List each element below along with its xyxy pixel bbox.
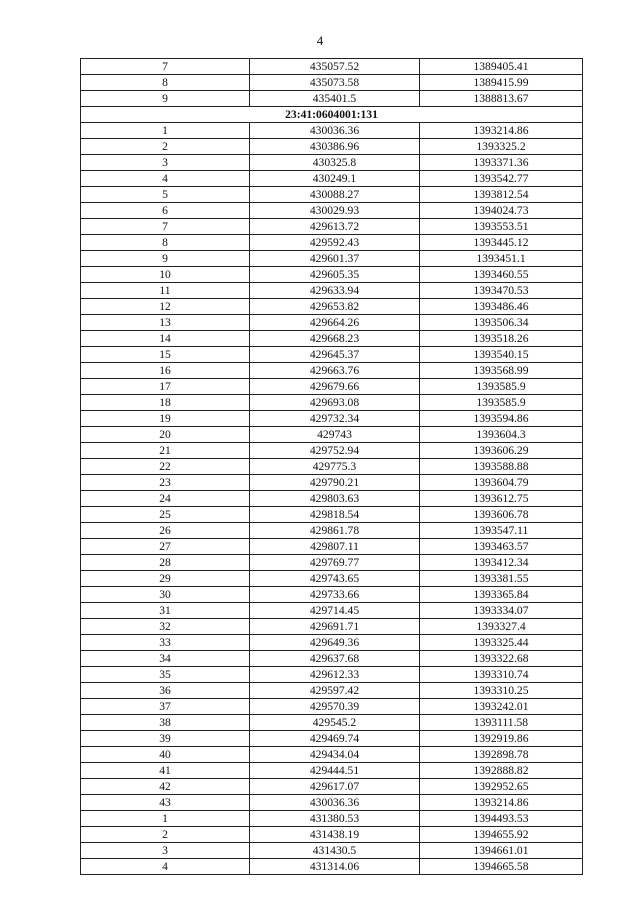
table-row xyxy=(81,827,583,843)
point-number: 13 xyxy=(81,315,250,331)
point-number: 1 xyxy=(81,123,250,139)
x-coordinate: 429434.04 xyxy=(250,747,420,763)
y-coordinate: 1392952.65 xyxy=(420,779,583,795)
table-row xyxy=(81,603,583,619)
y-coordinate: 1393585.9 xyxy=(420,379,583,395)
y-coordinate: 1393486.46 xyxy=(420,299,583,315)
point-number: 28 xyxy=(81,555,250,571)
x-coordinate: 429645.37 xyxy=(250,347,420,363)
point-number: 21 xyxy=(81,443,250,459)
table-row xyxy=(81,155,583,171)
y-coordinate: 1392898.78 xyxy=(420,747,583,763)
table-row xyxy=(81,91,583,107)
y-coordinate: 1394655.92 xyxy=(420,827,583,843)
y-coordinate: 1393470.53 xyxy=(420,283,583,299)
table-row xyxy=(81,75,583,91)
x-coordinate: 429605.35 xyxy=(250,267,420,283)
x-coordinate: 429668.23 xyxy=(250,331,420,347)
y-coordinate: 1392919.86 xyxy=(420,731,583,747)
y-coordinate: 1389405.41 xyxy=(420,59,583,75)
x-coordinate: 429649.36 xyxy=(250,635,420,651)
y-coordinate: 1393214.86 xyxy=(420,795,583,811)
x-coordinate: 429693.08 xyxy=(250,395,420,411)
point-number: 10 xyxy=(81,267,250,283)
x-coordinate: 429861.78 xyxy=(250,523,420,539)
table-row xyxy=(81,235,583,251)
x-coordinate: 429818.54 xyxy=(250,507,420,523)
x-coordinate: 430036.36 xyxy=(250,123,420,139)
table-row xyxy=(81,571,583,587)
y-coordinate: 1393506.34 xyxy=(420,315,583,331)
table-row xyxy=(81,619,583,635)
point-number: 25 xyxy=(81,507,250,523)
x-coordinate: 431438.19 xyxy=(250,827,420,843)
point-number: 5 xyxy=(81,187,250,203)
y-coordinate: 1393463.57 xyxy=(420,539,583,555)
table-row xyxy=(81,651,583,667)
x-coordinate: 429545.2 xyxy=(250,715,420,731)
point-number: 36 xyxy=(81,683,250,699)
x-coordinate: 429597.42 xyxy=(250,683,420,699)
y-coordinate: 1393327.4 xyxy=(420,619,583,635)
coordinates-table xyxy=(80,58,583,875)
table-row xyxy=(81,507,583,523)
y-coordinate: 1393594.86 xyxy=(420,411,583,427)
point-number: 14 xyxy=(81,331,250,347)
table-row xyxy=(81,715,583,731)
x-coordinate: 429664.26 xyxy=(250,315,420,331)
point-number: 43 xyxy=(81,795,250,811)
table-row xyxy=(81,587,583,603)
point-number: 22 xyxy=(81,459,250,475)
x-coordinate: 429714.45 xyxy=(250,603,420,619)
y-coordinate: 1394024.73 xyxy=(420,203,583,219)
table-row xyxy=(81,59,583,75)
y-coordinate: 1393542.77 xyxy=(420,171,583,187)
y-coordinate: 1393365.84 xyxy=(420,587,583,603)
table-row xyxy=(81,795,583,811)
x-coordinate: 429733.66 xyxy=(250,587,420,603)
table-row xyxy=(81,859,583,875)
y-coordinate: 1393242.01 xyxy=(420,699,583,715)
table-row xyxy=(81,331,583,347)
x-coordinate: 430325.8 xyxy=(250,155,420,171)
table-row xyxy=(81,123,583,139)
table-row xyxy=(81,443,583,459)
point-number: 20 xyxy=(81,427,250,443)
table-row xyxy=(81,299,583,315)
point-number: 42 xyxy=(81,779,250,795)
point-number: 17 xyxy=(81,379,250,395)
y-coordinate: 1393381.55 xyxy=(420,571,583,587)
x-coordinate: 435073.58 xyxy=(250,75,420,91)
x-coordinate: 429775.3 xyxy=(250,459,420,475)
x-coordinate: 430088.27 xyxy=(250,187,420,203)
table-row xyxy=(81,363,583,379)
y-coordinate: 1393547.11 xyxy=(420,523,583,539)
x-coordinate: 429691.71 xyxy=(250,619,420,635)
y-coordinate: 1393445.12 xyxy=(420,235,583,251)
table-row xyxy=(81,283,583,299)
y-coordinate: 1394665.58 xyxy=(420,859,583,875)
table-row xyxy=(81,267,583,283)
x-coordinate: 429803.63 xyxy=(250,491,420,507)
y-coordinate: 1393812.54 xyxy=(420,187,583,203)
x-coordinate: 431380.53 xyxy=(250,811,420,827)
x-coordinate: 430029.93 xyxy=(250,203,420,219)
x-coordinate: 430036.36 xyxy=(250,795,420,811)
point-number: 12 xyxy=(81,299,250,315)
table-row xyxy=(81,187,583,203)
table-row xyxy=(81,459,583,475)
x-coordinate: 430386.96 xyxy=(250,139,420,155)
table-row xyxy=(81,475,583,491)
table-row xyxy=(81,379,583,395)
point-number: 4 xyxy=(81,171,250,187)
table-row xyxy=(81,139,583,155)
y-coordinate: 1393606.29 xyxy=(420,443,583,459)
point-number: 2 xyxy=(81,139,250,155)
point-number: 15 xyxy=(81,347,250,363)
table-row xyxy=(81,683,583,699)
table-row xyxy=(81,523,583,539)
y-coordinate: 1393334.07 xyxy=(420,603,583,619)
point-number: 8 xyxy=(81,235,250,251)
y-coordinate: 1393310.25 xyxy=(420,683,583,699)
table-row xyxy=(81,491,583,507)
table-row xyxy=(81,395,583,411)
x-coordinate: 431430.5 xyxy=(250,843,420,859)
point-number: 41 xyxy=(81,763,250,779)
y-coordinate: 1394493.53 xyxy=(420,811,583,827)
table-row xyxy=(81,203,583,219)
table-row xyxy=(81,347,583,363)
y-coordinate: 1393325.2 xyxy=(420,139,583,155)
point-number: 6 xyxy=(81,203,250,219)
table-row xyxy=(81,171,583,187)
x-coordinate: 431314.06 xyxy=(250,859,420,875)
y-coordinate: 1393588.88 xyxy=(420,459,583,475)
point-number: 7 xyxy=(81,59,250,75)
y-coordinate: 1389415.99 xyxy=(420,75,583,91)
point-number: 30 xyxy=(81,587,250,603)
table-row xyxy=(81,539,583,555)
y-coordinate: 1393553.51 xyxy=(420,219,583,235)
y-coordinate: 1393111.58 xyxy=(420,715,583,731)
point-number: 9 xyxy=(81,91,250,107)
point-number: 2 xyxy=(81,827,250,843)
point-number: 18 xyxy=(81,395,250,411)
x-coordinate: 429613.72 xyxy=(250,219,420,235)
point-number: 27 xyxy=(81,539,250,555)
point-number: 26 xyxy=(81,523,250,539)
x-coordinate: 435057.52 xyxy=(250,59,420,75)
table-row xyxy=(81,667,583,683)
point-number: 3 xyxy=(81,155,250,171)
point-number: 37 xyxy=(81,699,250,715)
y-coordinate: 1393604.79 xyxy=(420,475,583,491)
point-number: 35 xyxy=(81,667,250,683)
x-coordinate: 429617.07 xyxy=(250,779,420,795)
point-number: 8 xyxy=(81,75,250,91)
point-number: 33 xyxy=(81,635,250,651)
x-coordinate: 429444.51 xyxy=(250,763,420,779)
y-coordinate: 1393568.99 xyxy=(420,363,583,379)
x-coordinate: 429633.94 xyxy=(250,283,420,299)
x-coordinate: 429601.37 xyxy=(250,251,420,267)
x-coordinate: 429752.94 xyxy=(250,443,420,459)
x-coordinate: 429807.11 xyxy=(250,539,420,555)
parcel-heading-row xyxy=(81,107,583,123)
x-coordinate: 429469.74 xyxy=(250,731,420,747)
point-number: 34 xyxy=(81,651,250,667)
y-coordinate: 1393412.34 xyxy=(420,555,583,571)
table-row xyxy=(81,843,583,859)
point-number: 32 xyxy=(81,619,250,635)
y-coordinate: 1393322.68 xyxy=(420,651,583,667)
x-coordinate: 429612.33 xyxy=(250,667,420,683)
x-coordinate: 429732.34 xyxy=(250,411,420,427)
y-coordinate: 1393604.3 xyxy=(420,427,583,443)
x-coordinate: 430249.1 xyxy=(250,171,420,187)
table-row xyxy=(81,779,583,795)
point-number: 16 xyxy=(81,363,250,379)
y-coordinate: 1393451.1 xyxy=(420,251,583,267)
x-coordinate: 429743 xyxy=(250,427,420,443)
y-coordinate: 1393585.9 xyxy=(420,395,583,411)
table-row xyxy=(81,763,583,779)
y-coordinate: 1393214.86 xyxy=(420,123,583,139)
y-coordinate: 1393325.44 xyxy=(420,635,583,651)
point-number: 29 xyxy=(81,571,250,587)
y-coordinate: 1393606.78 xyxy=(420,507,583,523)
point-number: 9 xyxy=(81,251,250,267)
point-number: 31 xyxy=(81,603,250,619)
table-row xyxy=(81,747,583,763)
x-coordinate: 435401.5 xyxy=(250,91,420,107)
x-coordinate: 429663.76 xyxy=(250,363,420,379)
x-coordinate: 429769.77 xyxy=(250,555,420,571)
table-row xyxy=(81,411,583,427)
x-coordinate: 429653.82 xyxy=(250,299,420,315)
table-row xyxy=(81,315,583,331)
table-row xyxy=(81,251,583,267)
y-coordinate: 1393310.74 xyxy=(420,667,583,683)
y-coordinate: 1392888.82 xyxy=(420,763,583,779)
x-coordinate: 429790.21 xyxy=(250,475,420,491)
point-number: 23 xyxy=(81,475,250,491)
point-number: 4 xyxy=(81,859,250,875)
table-row xyxy=(81,427,583,443)
table-row xyxy=(81,731,583,747)
table-row xyxy=(81,635,583,651)
point-number: 7 xyxy=(81,219,250,235)
y-coordinate: 1394661.01 xyxy=(420,843,583,859)
coordinates-table-body xyxy=(81,59,583,875)
point-number: 39 xyxy=(81,731,250,747)
y-coordinate: 1393460.55 xyxy=(420,267,583,283)
y-coordinate: 1388813.67 xyxy=(420,91,583,107)
y-coordinate: 1393518.26 xyxy=(420,331,583,347)
table-row xyxy=(81,699,583,715)
point-number: 11 xyxy=(81,283,250,299)
table-row xyxy=(81,555,583,571)
x-coordinate: 429743.65 xyxy=(250,571,420,587)
point-number: 24 xyxy=(81,491,250,507)
point-number: 40 xyxy=(81,747,250,763)
x-coordinate: 429637.68 xyxy=(250,651,420,667)
parcel-cadastral-number: 23:41:0604001:131 xyxy=(81,107,583,123)
point-number: 38 xyxy=(81,715,250,731)
page-number: 4 xyxy=(316,33,324,48)
point-number: 3 xyxy=(81,843,250,859)
x-coordinate: 429679.66 xyxy=(250,379,420,395)
point-number: 19 xyxy=(81,411,250,427)
y-coordinate: 1393612.75 xyxy=(420,491,583,507)
table-row xyxy=(81,811,583,827)
x-coordinate: 429570.39 xyxy=(250,699,420,715)
table-row xyxy=(81,219,583,235)
y-coordinate: 1393540.15 xyxy=(420,347,583,363)
y-coordinate: 1393371.36 xyxy=(420,155,583,171)
point-number: 1 xyxy=(81,811,250,827)
x-coordinate: 429592.43 xyxy=(250,235,420,251)
